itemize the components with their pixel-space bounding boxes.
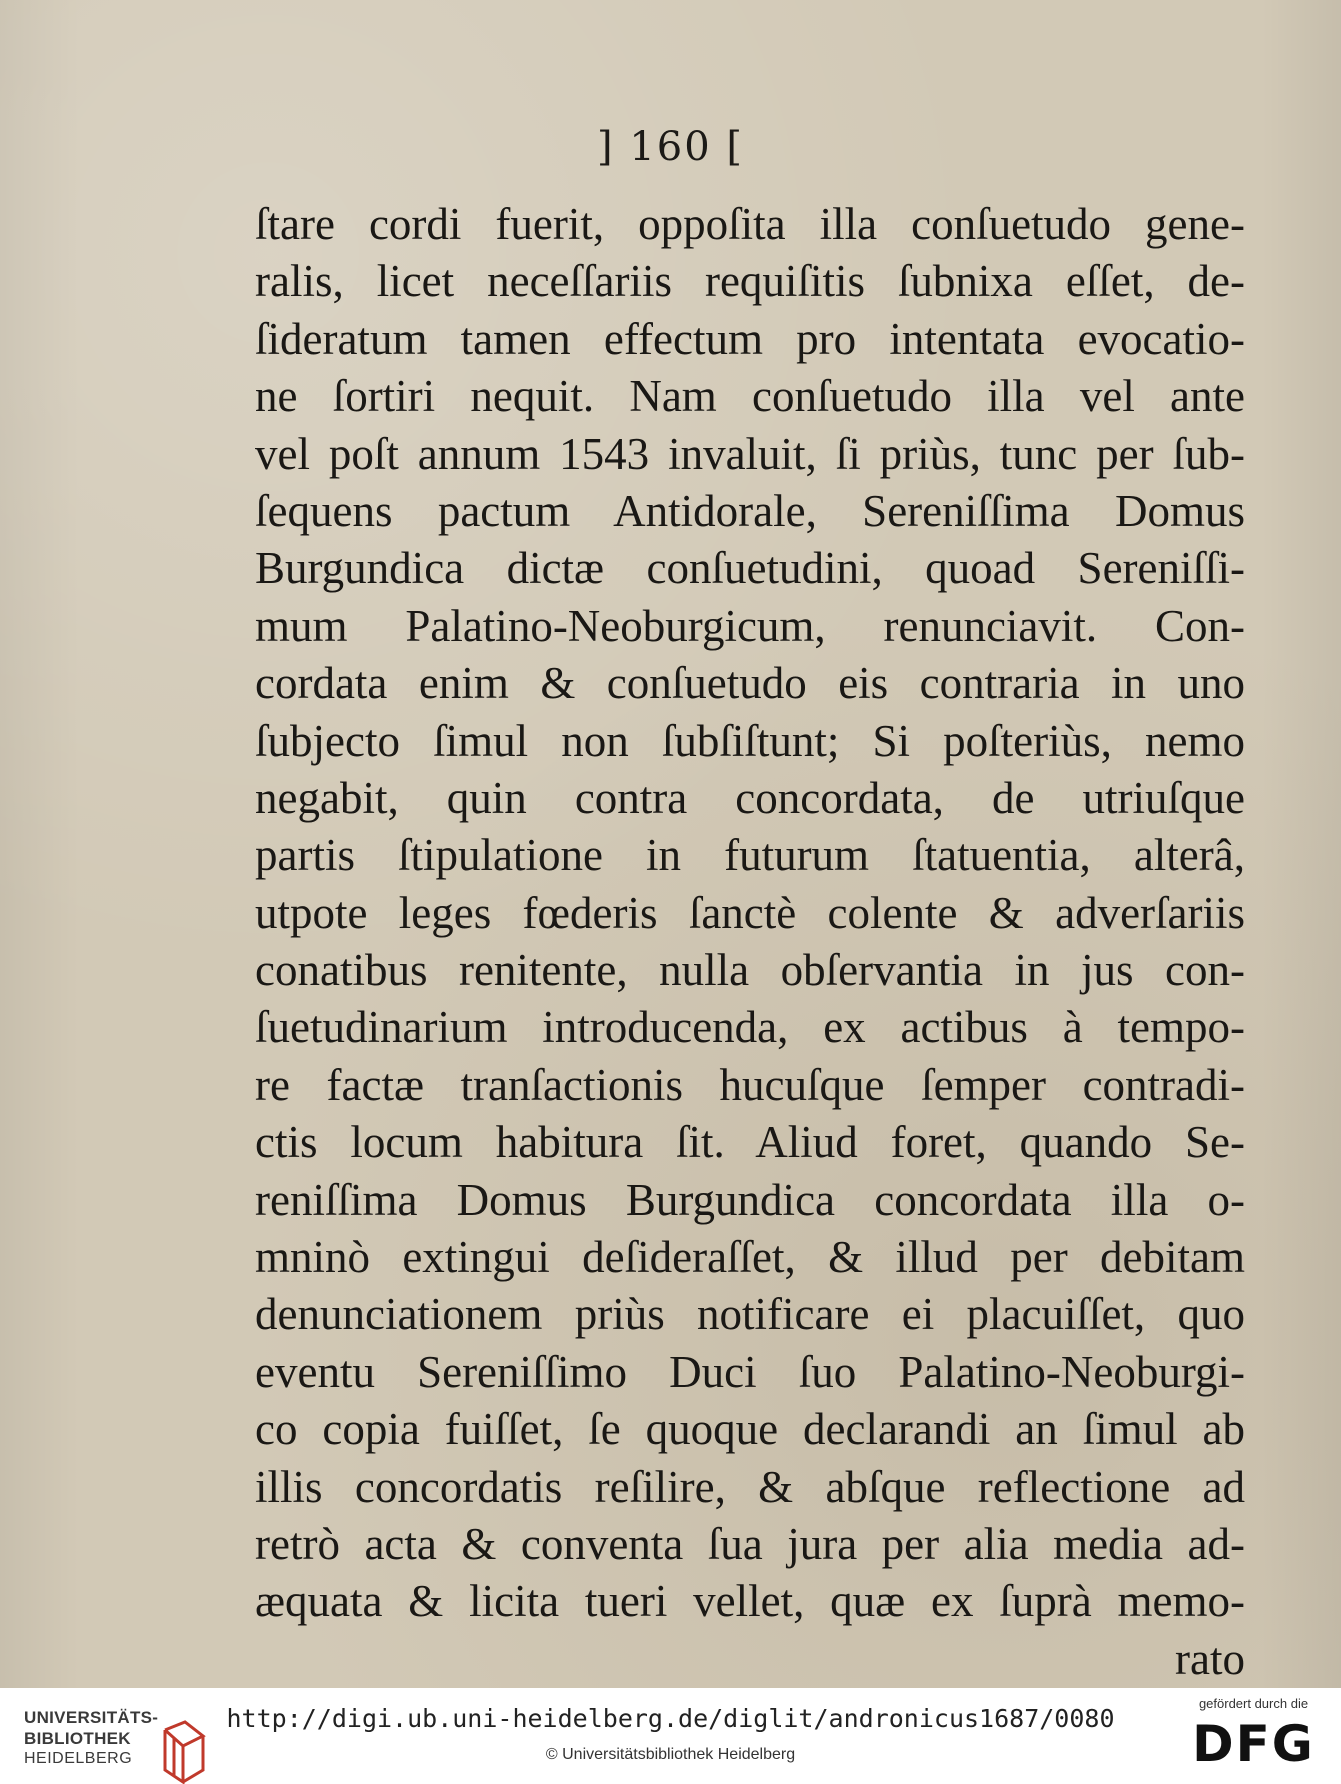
text-line: Burgundica dictæ conſuetudini, quoad Sereniſſi- — [255, 543, 1245, 594]
library-name-line3: HEIDELBERG — [24, 1750, 133, 1767]
text-line: conatibus renitente, nulla obſervantia in jus con- — [255, 945, 1245, 996]
text-line: æquata & licita tueri vellet, quæ ex ſuprà memo- — [255, 1576, 1245, 1627]
library-name-line2: BIBLIOTHEK — [24, 1729, 131, 1748]
text-line: illis concordatis reſilire, & abſque reflectione ad — [255, 1461, 1245, 1512]
text-line: co copia fuiſſet, ſe quoque declarandi an ſimul ab — [255, 1404, 1245, 1455]
text-line: re factæ tranſactionis hucuſque ſemper contradi- — [255, 1059, 1245, 1110]
footer-bar — [0, 1688, 1341, 1784]
catchword: rato — [1175, 1633, 1245, 1684]
text-line: partis ſtipulatione in futurum ſtatuentia, alterâ, — [255, 830, 1245, 881]
text-line: ſideratum tamen effectum pro intentata evocatio- — [255, 313, 1245, 364]
text-line: eventu Sereniſſimo Duci ſuo Palatino-Neoburgi- — [255, 1346, 1245, 1397]
copyright-notice: © Universitätsbibliothek Heidelberg — [545, 1746, 796, 1763]
text-line: ne ſortiri nequit. Nam conſuetudo illa vel ante — [255, 371, 1245, 422]
text-line: ſuetudinarium introducenda, ex actibus à tempo- — [255, 1002, 1245, 1053]
text-line: retrò acta & conventa ſua jura per alia media ad- — [255, 1518, 1245, 1569]
library-name-line1: UNIVERSITÄTS- — [24, 1708, 159, 1727]
page-number: ] 160 [ — [597, 124, 744, 170]
funding-label: gefördert durch die — [1198, 1696, 1309, 1711]
text-line: mninò extingui deſideraſſet, & illud per debitam — [255, 1232, 1245, 1283]
text-line: ſubjecto ſimul non ſubſiſtunt; Si poſteriùs, nemo — [255, 715, 1245, 766]
text-line: negabit, quin contra concordata, de utriuſque — [255, 772, 1245, 823]
dfg-logo[interactable] — [1186, 1696, 1321, 1780]
text-line: utpote leges fœderis ſanctè colente & adverſariis — [255, 887, 1245, 938]
text-line: mum Palatino-Neoburgicum, renunciavit. Con- — [255, 600, 1245, 651]
text-line: ſequens pactum Antidorale, Sereniſſima Domus — [255, 485, 1245, 536]
permalink-url[interactable]: http://digi.ub.uni-heidelberg.de/diglit/andronicus1687/0080 — [226, 1704, 1115, 1733]
text-line: cordata enim & conſuetudo eis contraria in uno — [255, 658, 1245, 709]
text-line: reniſſima Domus Burgundica concordata illa o- — [255, 1174, 1245, 1225]
text-line: denunciationem priùs notificare ei placuiſſet, quo — [255, 1289, 1245, 1340]
dfg-logo-text: DFG — [1192, 1715, 1315, 1773]
text-line: ralis, licet neceſſariis requiſitis ſubnixa eſſet, de- — [255, 256, 1245, 307]
text-line: ctis locum habitura ſit. Aliud foret, quando Se- — [255, 1117, 1245, 1168]
text-line: vel poſt annum 1543 invaluit, ſi priùs, tunc per ſub- — [255, 428, 1245, 479]
body-text — [255, 196, 1245, 1688]
text-line: ſtare cordi fuerit, oppoſita illa conſuetudo gene- — [255, 199, 1245, 249]
